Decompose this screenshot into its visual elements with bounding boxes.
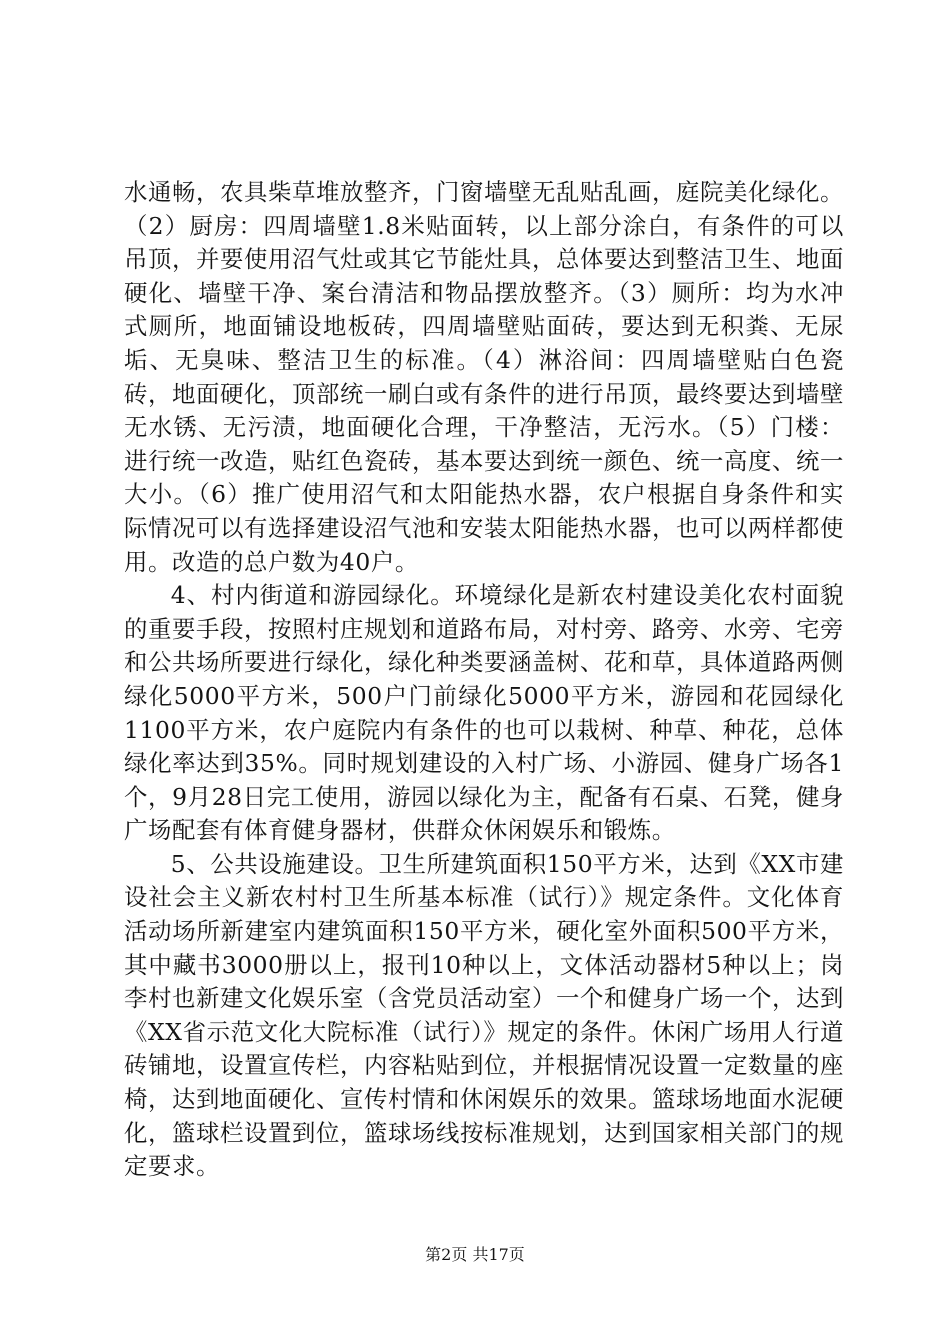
- document-body: [124, 176, 844, 1184]
- paragraph-section-5: 5、公共设施建设。卫生所建筑面积150平方米，达到《XX市建设社会主义新农村村卫生所基本标准（试行）》规定条件。文化体育活动场所新建室内建筑面积150平方米，硬化室外面积500平方米，其中藏书3000册以上，报刊10种以上，文体活动器材5种以上；岗李村也新建文化娱乐室（含党员活动室）一个和健身广场一个，达到《XX省示范文化大院标准（试行）》规定的条件。休闲广场用人行道砖铺地，设置宣传栏，内容粘贴到位，并根据情况设置一定数量的座椅，达到地面硬化、宣传村情和休闲娱乐的效果。篮球场地面水泥硬化，篮球栏设置到位，篮球场线按标准规划，达到国家相关部门的规定要求。: [124, 849, 844, 1181]
- paragraph-continuation: 水通畅，农具柴草堆放整齐，门窗墙壁无乱贴乱画，庭院美化绿化。（2）厨房：四周墙壁1.8米贴面转，以上部分涂白，有条件的可以吊顶，并要使用沼气灶或其它节能灶具，总体要达到整洁卫生、地面硬化、墙壁干净、案台清洁和物品摆放整齐。（3）厕所：均为水冲式厕所，地面铺设地板砖，四周墙壁贴面砖，要达到无积粪、无尿垢、无臭味、整洁卫生的标准。（4）淋浴间：四周墙壁贴白色瓷砖，地面硬化，顶部统一刷白或有条件的进行吊顶，最终要达到墙壁无水锈、无污渍，地面硬化合理，干净整洁，无污水。（5）门楼：进行统一改造，贴红色瓷砖，基本要达到统一颜色、统一高度、统一大小。（6）推广使用沼气和太阳能热水器，农户根据自身条件和实际情况可以有选择建设沼气池和安装太阳能热水器，也可以两样都使用。改造的总户数为40户。: [124, 178, 844, 576]
- page-number-footer: 第2页 共17页: [425, 1245, 525, 1264]
- paragraph-section-4: 4、村内街道和游园绿化。环境绿化是新农村建设美化农村面貌的重要手段，按照村庄规划和道路布局，对村旁、路旁、水旁、宅旁和公共场所要进行绿化，绿化种类要涵盖树、花和草，具体道路两侧绿化5000平方米，500户门前绿化5000平方米，游园和花园绿化1100平方米，农户庭院内有条件的也可以栽树、种草、种花，总体绿化率达到35%。同时规划建设的入村广场、小游园、健身广场各1个，9月28日完工使用，游园以绿化为主，配备有石桌、石凳，健身广场配套有体育健身器材，供群众休闲娱乐和锻炼。: [124, 581, 844, 845]
